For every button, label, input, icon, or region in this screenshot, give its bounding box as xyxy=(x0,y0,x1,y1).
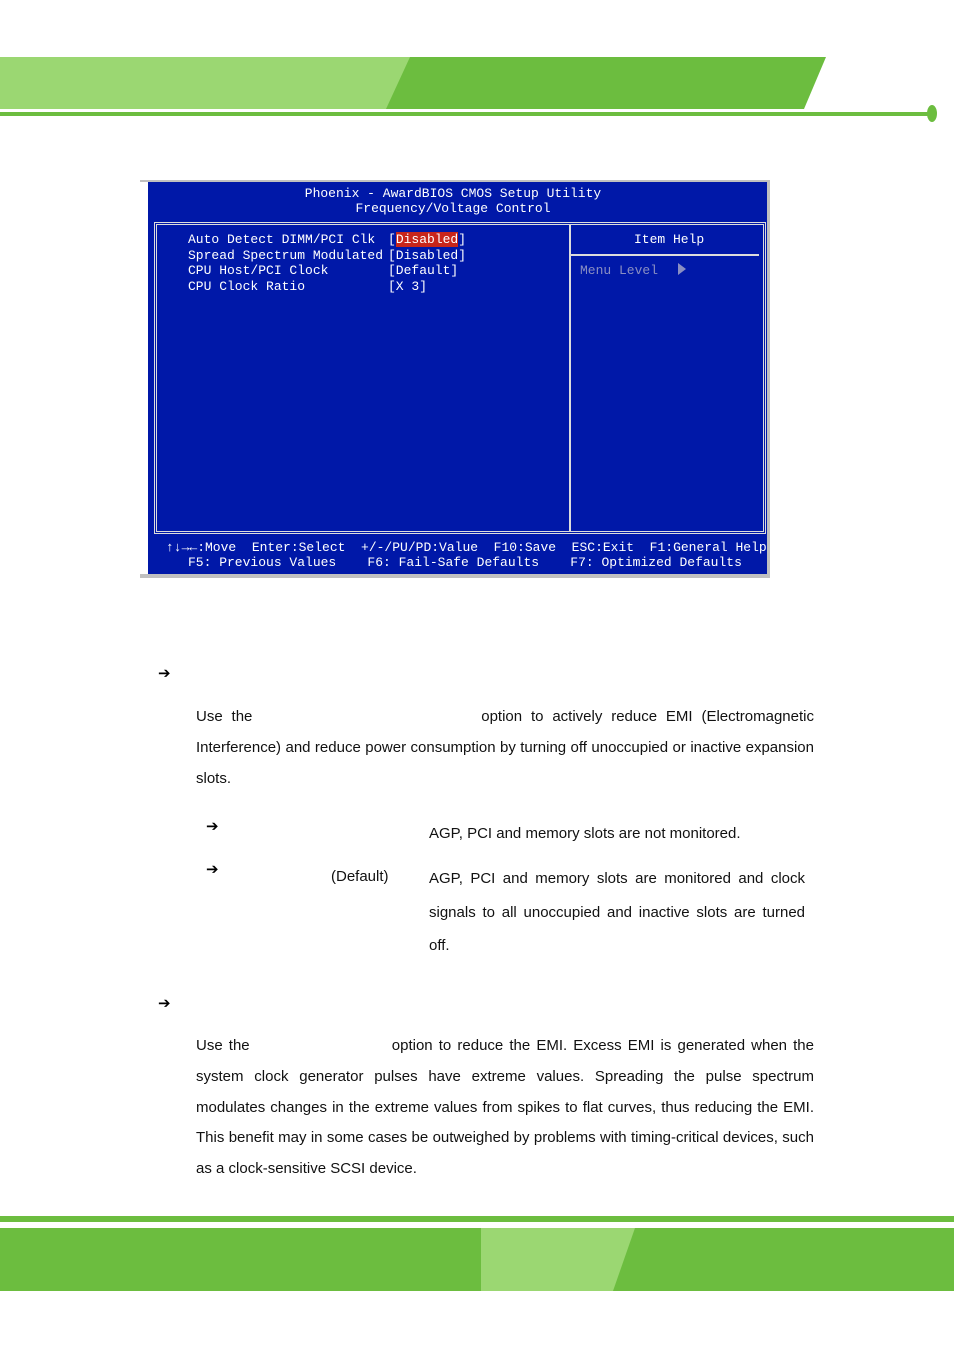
bios-item-help-title: Item Help xyxy=(634,232,705,247)
paragraph-text: option to actively reduce EMI (Electromagnetic Interference) and reduce power consumption by turning off unoccupied or inactive expansion slots. xyxy=(196,708,814,787)
header-rule xyxy=(0,112,932,116)
bios-item-spread-spectrum[interactable] xyxy=(188,248,466,263)
paragraph-lead: Use the xyxy=(196,1037,250,1054)
footer-band-light xyxy=(481,1228,635,1291)
bios-key-hints-2: F5: Previous Values F6: Fail-Safe Defaults F7: Optimized Defaults xyxy=(188,555,742,570)
section-paragraph xyxy=(196,1031,814,1185)
bios-item-label: Auto Detect DIMM/PCI Clk xyxy=(188,232,376,247)
header-rule-end-dot xyxy=(927,105,937,122)
paragraph-lead: Use the xyxy=(196,708,253,725)
bios-panel-divider xyxy=(569,225,571,531)
menu-level-arrow-icon xyxy=(678,263,686,275)
bios-screen xyxy=(148,182,767,574)
footer-band xyxy=(0,1228,954,1291)
bios-item-bracket: [ xyxy=(388,232,396,247)
bios-item-value[interactable]: [Disabled] xyxy=(388,248,467,263)
option-description: AGP, PCI and memory slots are not monitored. xyxy=(429,825,741,842)
bios-item-value[interactable]: [Default] xyxy=(388,263,459,278)
bios-title-block xyxy=(148,186,758,216)
bios-menu-level: Menu Level xyxy=(580,263,659,278)
option-description: AGP, PCI and memory slots are monitored and clock signals to all unoccupied and inactive slots are turned off. xyxy=(429,870,805,954)
section-paragraph xyxy=(196,702,814,794)
bios-item-cpu-clock-ratio[interactable] xyxy=(188,279,427,294)
option-default-tag: (Default) xyxy=(331,868,389,885)
bios-key-hints-1: ↑↓→←:Move Enter:Select +/-/PU/PD:Value F10:Save ESC:Exit F1:General Help xyxy=(166,540,767,555)
bios-item-label: CPU Host/PCI Clock xyxy=(188,263,329,278)
bios-subtitle: Frequency/Voltage Control xyxy=(355,201,551,216)
bios-item-label: CPU Clock Ratio xyxy=(188,279,306,294)
bios-item-label: Spread Spectrum Modulated xyxy=(188,248,384,263)
footer-rule xyxy=(0,1216,954,1222)
paragraph-text: option to reduce the EMI. Excess EMI is generated when the system clock generator pulses have extreme values. Spreading the pulse spectrum modulates changes in the extreme values from spikes to flat curves, thus reducing the EMI. This benefit may in some cases be outweighed by problems with timing-critical devices, such as a clock-sensitive SCSI device. xyxy=(196,1037,814,1178)
option-arrow-icon: ➔ xyxy=(206,817,219,835)
section-arrow-icon: ➔ xyxy=(158,664,171,682)
header-band-dark xyxy=(386,57,826,109)
header-band-light xyxy=(0,57,410,109)
option-arrow-icon: ➔ xyxy=(206,860,219,878)
bios-item-auto-detect[interactable] xyxy=(188,232,466,247)
bios-help-divider xyxy=(571,254,759,256)
bios-item-bracket: ] xyxy=(458,232,467,247)
bios-item-cpu-host-pci-clock[interactable] xyxy=(188,263,458,278)
bios-title: Phoenix - AwardBIOS CMOS Setup Utility xyxy=(304,186,602,201)
bios-item-value-selected[interactable]: Disabled xyxy=(395,232,459,247)
section-arrow-icon: ➔ xyxy=(158,994,171,1012)
bios-item-value[interactable]: [X 3] xyxy=(388,279,428,294)
